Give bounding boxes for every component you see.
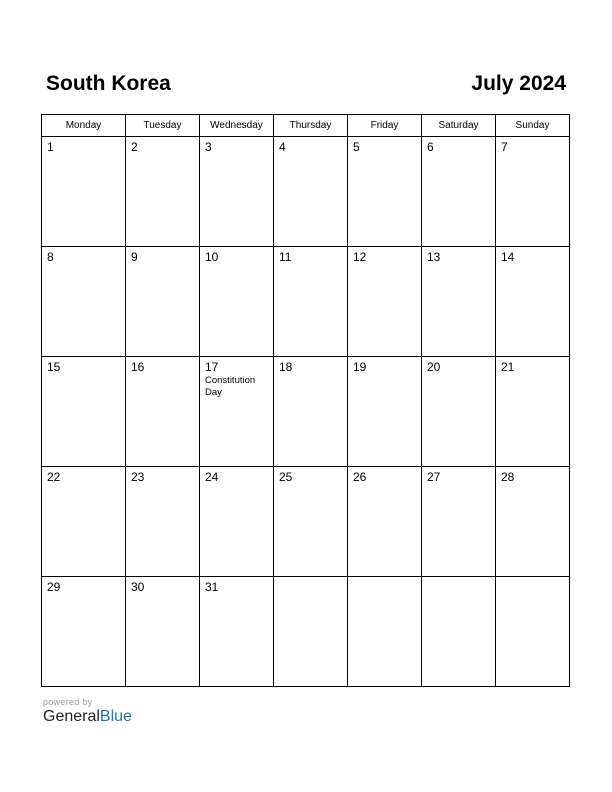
day-number: 9 <box>131 250 138 264</box>
day-number: 27 <box>427 470 441 484</box>
day-cell <box>496 357 570 467</box>
calendar-header <box>46 72 566 98</box>
day-number: 5 <box>353 140 360 154</box>
day-number: 22 <box>47 470 61 484</box>
day-number: 6 <box>427 140 434 154</box>
day-cell <box>274 357 348 467</box>
day-cell <box>200 467 274 577</box>
week-row-4 <box>42 467 570 577</box>
day-cell <box>42 357 126 467</box>
day-cell <box>422 247 496 357</box>
day-cell <box>496 467 570 577</box>
day-number: 17 <box>205 360 219 374</box>
brand-general-text: General <box>43 708 100 725</box>
day-number <box>496 577 569 580</box>
day-cell <box>348 467 422 577</box>
day-cell-empty <box>422 577 496 687</box>
week-row-5 <box>42 577 570 687</box>
day-number: 24 <box>205 470 219 484</box>
day-number: 2 <box>131 140 138 154</box>
day-cell <box>422 137 496 247</box>
day-cell <box>42 467 126 577</box>
day-cell <box>200 577 274 687</box>
footer-branding <box>43 697 132 726</box>
day-cell <box>496 137 570 247</box>
day-number: 15 <box>47 360 61 374</box>
day-number: 14 <box>501 250 515 264</box>
day-cell-empty <box>274 577 348 687</box>
day-cell <box>348 137 422 247</box>
weekday-monday: Monday <box>42 115 126 137</box>
day-cell-holiday <box>200 357 274 467</box>
day-number: 13 <box>427 250 441 264</box>
day-cell <box>348 357 422 467</box>
week-row-1 <box>42 137 570 247</box>
day-number: 10 <box>205 250 219 264</box>
day-cell-empty <box>348 577 422 687</box>
weekday-header-row <box>42 115 570 137</box>
day-cell <box>496 247 570 357</box>
weekday-saturday: Saturday <box>422 115 496 137</box>
day-number: 29 <box>47 580 61 594</box>
day-number: 19 <box>353 360 367 374</box>
day-number: 7 <box>501 140 508 154</box>
day-cell <box>422 357 496 467</box>
day-cell <box>274 467 348 577</box>
day-cell <box>42 247 126 357</box>
day-number: 31 <box>205 580 219 594</box>
day-number <box>422 577 495 580</box>
day-cell <box>126 467 200 577</box>
day-number: 18 <box>279 360 293 374</box>
day-number: 1 <box>47 140 54 154</box>
day-number <box>274 577 347 580</box>
day-cell <box>274 137 348 247</box>
day-cell <box>126 247 200 357</box>
day-number: 23 <box>131 470 145 484</box>
day-number: 26 <box>353 470 367 484</box>
day-cell <box>42 137 126 247</box>
weekday-thursday: Thursday <box>274 115 348 137</box>
day-cell <box>126 357 200 467</box>
day-number: 25 <box>279 470 293 484</box>
day-number: 8 <box>47 250 54 264</box>
day-number <box>348 577 421 580</box>
day-number: 30 <box>131 580 145 594</box>
day-cell <box>422 467 496 577</box>
day-cell <box>274 247 348 357</box>
day-cell-empty <box>496 577 570 687</box>
brand-blue-text: Blue <box>99 708 132 725</box>
day-number: 28 <box>501 470 515 484</box>
weekday-friday: Friday <box>348 115 422 137</box>
weekday-wednesday: Wednesday <box>200 115 274 137</box>
day-cell <box>200 247 274 357</box>
weekday-tuesday: Tuesday <box>126 115 200 137</box>
country-title: South Korea <box>46 72 171 95</box>
day-number: 16 <box>131 360 145 374</box>
weekday-sunday: Sunday <box>496 115 570 137</box>
day-number: 3 <box>205 140 212 154</box>
powered-by-text: powered by <box>43 697 93 707</box>
day-number: 20 <box>427 360 441 374</box>
month-title: July 2024 <box>471 72 566 95</box>
holiday-label: Constitution Day <box>205 375 256 398</box>
day-number: 11 <box>279 250 292 264</box>
day-cell <box>348 247 422 357</box>
day-cell <box>126 577 200 687</box>
day-number: 21 <box>501 360 515 374</box>
day-number: 12 <box>353 250 367 264</box>
week-row-2 <box>42 247 570 357</box>
calendar-grid <box>41 114 570 687</box>
day-cell <box>200 137 274 247</box>
day-cell <box>126 137 200 247</box>
week-row-3 <box>42 357 570 467</box>
generalblue-logo[interactable] <box>43 708 132 726</box>
day-number: 4 <box>279 140 286 154</box>
day-cell <box>42 577 126 687</box>
